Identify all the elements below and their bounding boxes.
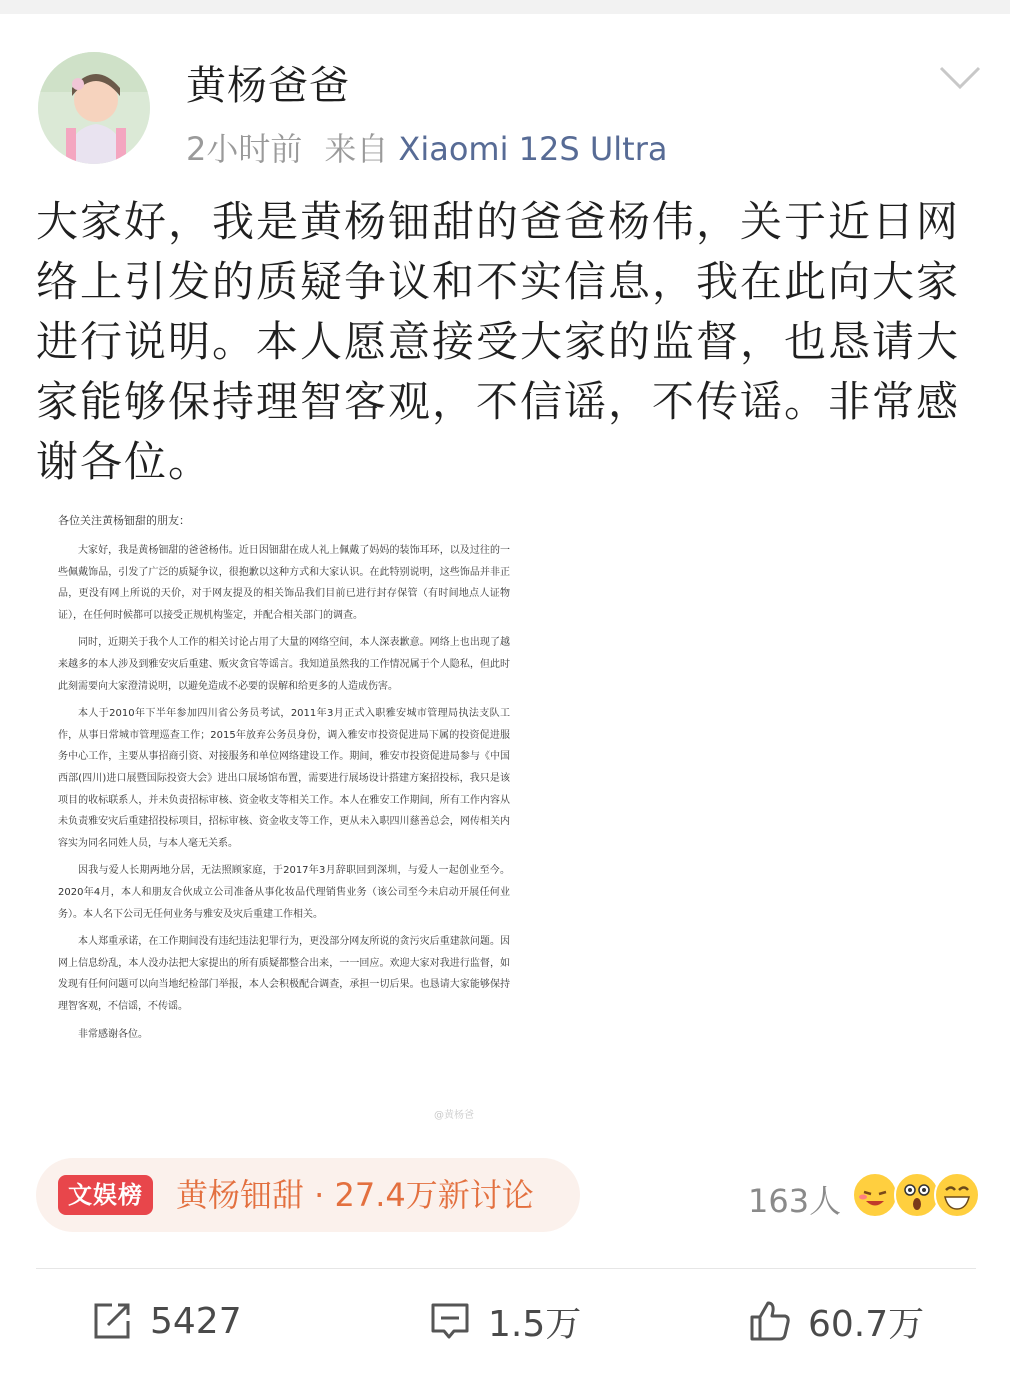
chevron-down-icon[interactable] <box>938 64 982 92</box>
divider <box>36 1268 976 1269</box>
repost-button[interactable] <box>90 1296 242 1346</box>
comment-icon <box>428 1299 472 1343</box>
statement-paragraph: 因我与爱人长期两地分居，无法照顾家庭，于2017年3月辞职回到深圳，与爱人一起创业至今。2020年4月，本人和朋友合伙成立公司准备从事化妆品代理销售业务（该公司至今未启动开展任何业务）。本人名下公司无任何业务与雅安及灾后重建工作相关。 <box>58 865 510 920</box>
hot-topic-pill[interactable] <box>36 1158 580 1232</box>
topic-title: 黄杨钿甜 · 27.4万新讨论 <box>176 1176 534 1214</box>
repost-icon <box>90 1299 134 1343</box>
source-label: 来自 <box>324 130 389 168</box>
laugh-cry-emoji-icon <box>852 1172 898 1218</box>
like-count: 60.7万 <box>808 1303 925 1345</box>
comment-count: 1.5万 <box>488 1303 582 1345</box>
author-name[interactable]: 黄杨爸爸 <box>186 63 350 109</box>
statement-paragraph: 同时，近期关于我个人工作的相关讨论占用了大量的网络空间，本人深表歉意。网络上也出现了越来越多的本人涉及到雅安灾后重建、贩灾贪官等谣言。我知道虽然我的工作情况属于个人隐私，但此时此刻需要向大家澄清说明，以避免造成不必要的误解和给更多的人造成伤害。 <box>58 637 510 692</box>
statement-paragraph: 本人于2010年下半年参加四川省公务员考试，2011年3月正式入职雅安城市管理局执法支队工作，从事日常城市管理巡查工作；2015年放弃公务员身份，调入雅安市投资促进局下属的投资促进服务中心工作，主要从事招商引资、对接服务和单位网络建设工作。期间，雅安市投资促进局参与《中国西部(四川)进口展暨国际投资大会》进出口展场馆布置，需要进行展场设计搭建方案招投标，我只是该项目的收标联系人，并未负责招标审核、资金收支等相关工作。本人在雅安工作期间，所有工作内容从未负责雅安灾后重建招投标项目，招标审核、资金收支等工作，更从未入职四川慈善总会，网传相关内容实为同名同姓人员，与本人毫无关系。 <box>58 708 510 849</box>
top-strip <box>0 0 1010 14</box>
statement-closing: 非常感谢各位。 <box>78 1029 148 1041</box>
watermark: @黄杨爸 <box>434 1110 474 1121</box>
statement-image[interactable] <box>36 498 526 1138</box>
statement-paragraph: 本人郑重承诺，在工作期间没有违纪违法犯罪行为，更没部分网友所说的贪污灾后重建款问题。因网上信息纷乱，本人没办法把大家提出的所有质疑都整合出来，一一回应。欢迎大家对我进行监督，如发现有任何问题可以向当地纪检部门举报，本人会积极配合调查，承担一切后果。也恳请大家能够保持理智客观，不信谣，不传谣。 <box>58 936 510 1012</box>
post-time: 2小时前 <box>186 130 303 168</box>
avatar[interactable] <box>38 52 150 164</box>
thumbs-up-icon <box>748 1299 792 1343</box>
like-button[interactable] <box>748 1296 924 1346</box>
post-text: 大家好，我是黄杨钿甜的爸爸杨伟，关于近日网络上引发的质疑争议和不实信息，我在此向大家进行说明。本人愿意接受大家的监督，也恳请大家能够保持理智客观，不信谣，不传谣。非常感谢各位。 <box>36 197 961 486</box>
repost-count: 5427 <box>150 1300 242 1342</box>
post-meta <box>186 124 667 170</box>
device-link[interactable]: Xiaomi 12S Ultra <box>398 130 668 168</box>
statement-paragraph: 大家好，我是黄杨钿甜的爸爸杨伟。近日因钿甜在成人礼上佩戴了妈妈的装饰耳环，以及过往的一些佩戴饰品，引发了广泛的质疑争议，很抱歉以这种方式和大家认识。在此特别说明，这些饰品并非正品，更没有网上所说的天价，对于网友提及的相关饰品我们目前已进行封存保管（有时间地点人证物证），在任何时候都可以接受正规机构鉴定，并配合相关部门的调查。 <box>58 545 510 621</box>
grin-emoji-icon <box>934 1172 980 1218</box>
topic-badge: 文娱榜 <box>58 1175 153 1215</box>
comment-button[interactable] <box>428 1296 581 1346</box>
statement-greeting: 各位关注黄杨钿甜的朋友： <box>58 514 190 527</box>
reactions-count[interactable]: 163人 <box>748 1182 842 1220</box>
